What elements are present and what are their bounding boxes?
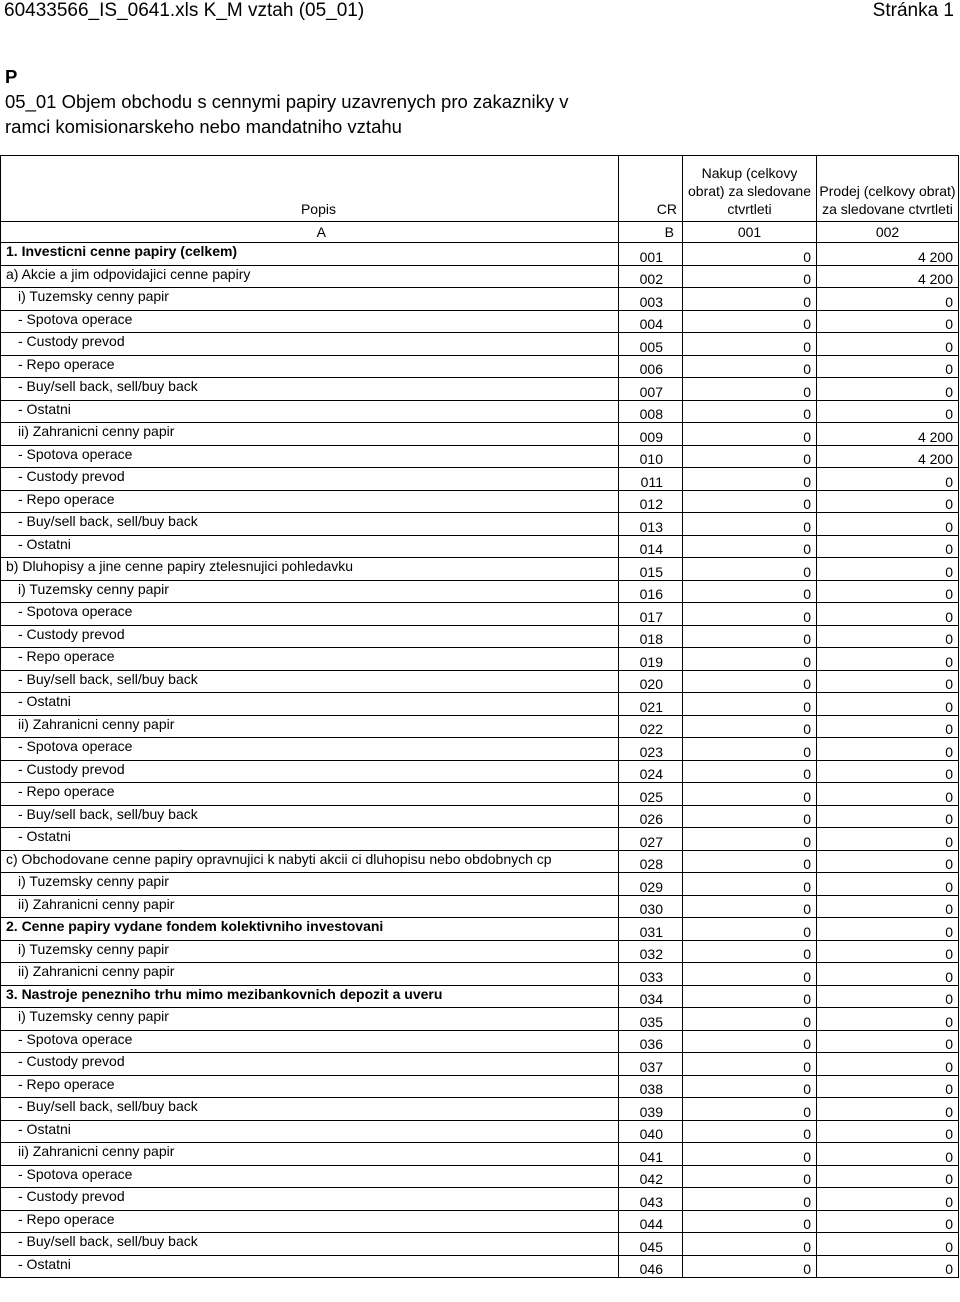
- row-prodej: 0: [817, 873, 959, 896]
- row-code: 002: [619, 265, 683, 288]
- row-code: 039: [619, 1098, 683, 1121]
- header-row: [1, 156, 959, 222]
- file-title: 60433566_IS_0641.xls K_M vztah (05_01): [4, 0, 365, 21]
- row-prodej: 0: [817, 985, 959, 1008]
- table-row: [1, 873, 959, 896]
- row-code: 010: [619, 445, 683, 468]
- row-code: 035: [619, 1008, 683, 1031]
- table-row: [1, 1143, 959, 1166]
- row-prodej: 4 200: [817, 445, 959, 468]
- row-code: 028: [619, 850, 683, 873]
- table-row: [1, 400, 959, 423]
- row-code: 006: [619, 355, 683, 378]
- row-nakup: 0: [683, 963, 817, 986]
- row-prodej: 0: [817, 895, 959, 918]
- page-number: Stránka 1: [872, 0, 954, 21]
- row-description: - Custody prevod: [1, 1188, 619, 1211]
- table-row: [1, 805, 959, 828]
- row-description: - Custody prevod: [1, 760, 619, 783]
- code-a: A: [1, 222, 619, 243]
- table-row: [1, 513, 959, 536]
- table-row: [1, 963, 959, 986]
- row-prodej: 0: [817, 648, 959, 671]
- row-description: - Repo operace: [1, 355, 619, 378]
- row-prodej: 0: [817, 738, 959, 761]
- row-code: 022: [619, 715, 683, 738]
- row-prodej: 0: [817, 288, 959, 311]
- table-row: [1, 648, 959, 671]
- row-code: 034: [619, 985, 683, 1008]
- table-row: [1, 310, 959, 333]
- row-nakup: 0: [683, 783, 817, 806]
- row-prodej: 0: [817, 1143, 959, 1166]
- row-code: 026: [619, 805, 683, 828]
- row-code: 008: [619, 400, 683, 423]
- code-row: [1, 222, 959, 243]
- row-code: 017: [619, 603, 683, 626]
- row-code: 003: [619, 288, 683, 311]
- row-prodej: 0: [817, 1120, 959, 1143]
- row-prodej: 0: [817, 670, 959, 693]
- report-title-line-2: ramci komisionarskeho nebo mandatniho vztahu: [5, 116, 402, 137]
- table-row: [1, 760, 959, 783]
- row-nakup: 0: [683, 1053, 817, 1076]
- row-description: ii) Zahranicni cenny papir: [1, 715, 619, 738]
- table-row: [1, 1075, 959, 1098]
- table-row: [1, 1210, 959, 1233]
- row-prodej: 0: [817, 558, 959, 581]
- row-nakup: 0: [683, 400, 817, 423]
- row-code: 040: [619, 1120, 683, 1143]
- row-code: 001: [619, 243, 683, 266]
- row-prodej: 0: [817, 715, 959, 738]
- row-prodej: 0: [817, 1188, 959, 1211]
- report-title-line-1: 05_01 Objem obchodu s cennymi papiry uzavrenych pro zakazniky v: [5, 91, 569, 112]
- row-code: 037: [619, 1053, 683, 1076]
- row-description: c) Obchodovane cenne papiry opravnujici k nabyti akcii ci dluhopisu nebo obdobnych cp: [1, 850, 619, 873]
- row-nakup: 0: [683, 670, 817, 693]
- row-code: 015: [619, 558, 683, 581]
- row-description: 1. Investicni cenne papiry (celkem): [1, 243, 619, 266]
- row-nakup: 0: [683, 738, 817, 761]
- row-nakup: 0: [683, 918, 817, 941]
- row-description: - Repo operace: [1, 1075, 619, 1098]
- row-nakup: 0: [683, 580, 817, 603]
- row-nakup: 0: [683, 693, 817, 716]
- row-description: - Repo operace: [1, 490, 619, 513]
- row-code: 045: [619, 1233, 683, 1256]
- table-row: [1, 423, 959, 446]
- table-row: [1, 1120, 959, 1143]
- row-prodej: 0: [817, 1008, 959, 1031]
- table-row: [1, 333, 959, 356]
- table-row: [1, 535, 959, 558]
- row-code: 018: [619, 625, 683, 648]
- table-row: [1, 1053, 959, 1076]
- column-header-cr: CR: [619, 156, 683, 222]
- row-prodej: 0: [817, 468, 959, 491]
- row-nakup: 0: [683, 1075, 817, 1098]
- row-description: - Buy/sell back, sell/buy back: [1, 805, 619, 828]
- row-description: - Custody prevod: [1, 468, 619, 491]
- table-row: [1, 738, 959, 761]
- row-code: 014: [619, 535, 683, 558]
- row-nakup: 0: [683, 760, 817, 783]
- row-prodej: 0: [817, 963, 959, 986]
- row-nakup: 0: [683, 873, 817, 896]
- row-prodej: 0: [817, 490, 959, 513]
- table-row: [1, 850, 959, 873]
- row-prodej: 0: [817, 805, 959, 828]
- row-prodej: 4 200: [817, 423, 959, 446]
- table-row: [1, 468, 959, 491]
- row-prodej: 0: [817, 918, 959, 941]
- row-description: - Buy/sell back, sell/buy back: [1, 670, 619, 693]
- row-description: - Spotova operace: [1, 310, 619, 333]
- row-code: 005: [619, 333, 683, 356]
- row-nakup: 0: [683, 243, 817, 266]
- row-description: - Ostatni: [1, 400, 619, 423]
- row-prodej: 0: [817, 333, 959, 356]
- row-nakup: 0: [683, 513, 817, 536]
- row-nakup: 0: [683, 1098, 817, 1121]
- row-prodej: 0: [817, 760, 959, 783]
- row-nakup: 0: [683, 1120, 817, 1143]
- row-description: - Spotova operace: [1, 1030, 619, 1053]
- code-002: 002: [817, 222, 959, 243]
- row-description: ii) Zahranicni cenny papir: [1, 1143, 619, 1166]
- row-nakup: 0: [683, 558, 817, 581]
- row-code: 016: [619, 580, 683, 603]
- row-nakup: 0: [683, 1210, 817, 1233]
- table-row: [1, 1255, 959, 1278]
- table-row: [1, 1098, 959, 1121]
- row-description: - Custody prevod: [1, 333, 619, 356]
- table-row: [1, 625, 959, 648]
- table-row: [1, 580, 959, 603]
- table-row: [1, 378, 959, 401]
- table-row: [1, 1165, 959, 1188]
- row-description: - Ostatni: [1, 535, 619, 558]
- table-row: [1, 288, 959, 311]
- row-code: 043: [619, 1188, 683, 1211]
- row-nakup: 0: [683, 1143, 817, 1166]
- row-prodej: 0: [817, 625, 959, 648]
- table-row: [1, 693, 959, 716]
- row-prodej: 0: [817, 828, 959, 851]
- table-row: [1, 1233, 959, 1256]
- row-code: 012: [619, 490, 683, 513]
- row-description: i) Tuzemsky cenny papir: [1, 940, 619, 963]
- row-description: i) Tuzemsky cenny papir: [1, 873, 619, 896]
- row-code: 009: [619, 423, 683, 446]
- row-prodej: 0: [817, 1030, 959, 1053]
- row-nakup: 0: [683, 535, 817, 558]
- row-description: - Buy/sell back, sell/buy back: [1, 378, 619, 401]
- row-nakup: 0: [683, 1255, 817, 1278]
- table-row: [1, 558, 959, 581]
- row-nakup: 0: [683, 850, 817, 873]
- column-header-nakup: Nakup (celkovy obrat) za sledovane ctvrtleti: [683, 156, 817, 222]
- report-letter: P: [5, 66, 18, 87]
- table-row: [1, 1188, 959, 1211]
- row-prodej: 0: [817, 1210, 959, 1233]
- table-row: [1, 265, 959, 288]
- row-prodej: 0: [817, 693, 959, 716]
- row-description: - Ostatni: [1, 828, 619, 851]
- row-description: - Spotova operace: [1, 603, 619, 626]
- row-nakup: 0: [683, 1030, 817, 1053]
- table-row: [1, 1008, 959, 1031]
- row-prodej: 0: [817, 513, 959, 536]
- row-prodej: 0: [817, 850, 959, 873]
- row-code: 013: [619, 513, 683, 536]
- column-header-prodej: Prodej (celkovy obrat) za sledovane ctvrtleti: [817, 156, 959, 222]
- row-nakup: 0: [683, 648, 817, 671]
- row-code: 020: [619, 670, 683, 693]
- row-code: 032: [619, 940, 683, 963]
- column-header-popis: Popis: [1, 156, 619, 222]
- table-row: [1, 828, 959, 851]
- row-description: - Buy/sell back, sell/buy back: [1, 513, 619, 536]
- code-b: B: [619, 222, 683, 243]
- row-nakup: 0: [683, 333, 817, 356]
- row-code: 042: [619, 1165, 683, 1188]
- row-description: ii) Zahranicni cenny papir: [1, 895, 619, 918]
- row-prodej: 4 200: [817, 243, 959, 266]
- row-description: 3. Nastroje penezniho trhu mimo mezibankovnich depozit a uveru: [1, 985, 619, 1008]
- table-row: [1, 715, 959, 738]
- row-prodej: 0: [817, 783, 959, 806]
- row-code: 033: [619, 963, 683, 986]
- row-nakup: 0: [683, 715, 817, 738]
- row-prodej: 0: [817, 400, 959, 423]
- row-description: - Ostatni: [1, 1120, 619, 1143]
- row-description: - Repo operace: [1, 648, 619, 671]
- row-nakup: 0: [683, 603, 817, 626]
- row-code: 027: [619, 828, 683, 851]
- row-description: - Ostatni: [1, 693, 619, 716]
- row-description: - Buy/sell back, sell/buy back: [1, 1233, 619, 1256]
- row-description: i) Tuzemsky cenny papir: [1, 288, 619, 311]
- table-row: [1, 918, 959, 941]
- row-code: 046: [619, 1255, 683, 1278]
- table-row: [1, 985, 959, 1008]
- row-code: 041: [619, 1143, 683, 1166]
- row-code: 021: [619, 693, 683, 716]
- row-description: - Spotova operace: [1, 445, 619, 468]
- row-description: - Spotova operace: [1, 738, 619, 761]
- row-nakup: 0: [683, 1188, 817, 1211]
- row-description: ii) Zahranicni cenny papir: [1, 423, 619, 446]
- row-code: 023: [619, 738, 683, 761]
- table-row: [1, 940, 959, 963]
- row-prodej: 0: [817, 535, 959, 558]
- row-description: i) Tuzemsky cenny papir: [1, 580, 619, 603]
- row-nakup: 0: [683, 1233, 817, 1256]
- table-row: [1, 1030, 959, 1053]
- row-description: - Buy/sell back, sell/buy back: [1, 1098, 619, 1121]
- table-row: [1, 895, 959, 918]
- row-nakup: 0: [683, 895, 817, 918]
- table-row: [1, 445, 959, 468]
- row-prodej: 0: [817, 310, 959, 333]
- row-description: - Custody prevod: [1, 1053, 619, 1076]
- table-row: [1, 243, 959, 266]
- row-nakup: 0: [683, 940, 817, 963]
- row-nakup: 0: [683, 355, 817, 378]
- row-nakup: 0: [683, 468, 817, 491]
- table-row: [1, 490, 959, 513]
- row-description: - Spotova operace: [1, 1165, 619, 1188]
- row-description: ii) Zahranicni cenny papir: [1, 963, 619, 986]
- row-code: 036: [619, 1030, 683, 1053]
- table-row: [1, 783, 959, 806]
- row-prodej: 0: [817, 1165, 959, 1188]
- row-description: i) Tuzemsky cenny papir: [1, 1008, 619, 1031]
- row-code: 019: [619, 648, 683, 671]
- row-description: - Custody prevod: [1, 625, 619, 648]
- row-prodej: 0: [817, 580, 959, 603]
- report-table: [0, 155, 959, 1278]
- table-row: [1, 603, 959, 626]
- row-nakup: 0: [683, 828, 817, 851]
- row-nakup: 0: [683, 288, 817, 311]
- row-nakup: 0: [683, 445, 817, 468]
- row-nakup: 0: [683, 1008, 817, 1031]
- row-nakup: 0: [683, 985, 817, 1008]
- report-title: [5, 64, 569, 139]
- row-prodej: 0: [817, 1255, 959, 1278]
- row-prodej: 0: [817, 1098, 959, 1121]
- row-code: 038: [619, 1075, 683, 1098]
- row-code: 044: [619, 1210, 683, 1233]
- row-prodej: 0: [817, 1053, 959, 1076]
- row-prodej: 0: [817, 940, 959, 963]
- row-code: 025: [619, 783, 683, 806]
- row-nakup: 0: [683, 805, 817, 828]
- table-row: [1, 670, 959, 693]
- row-code: 029: [619, 873, 683, 896]
- row-nakup: 0: [683, 625, 817, 648]
- row-code: 024: [619, 760, 683, 783]
- row-description: - Ostatni: [1, 1255, 619, 1278]
- row-description: 2. Cenne papiry vydane fondem kolektivniho investovani: [1, 918, 619, 941]
- row-description: b) Dluhopisy a jine cenne papiry ztelesnujici pohledavku: [1, 558, 619, 581]
- row-nakup: 0: [683, 423, 817, 446]
- row-code: 030: [619, 895, 683, 918]
- row-prodej: 0: [817, 1075, 959, 1098]
- row-description: - Repo operace: [1, 783, 619, 806]
- code-001: 001: [683, 222, 817, 243]
- row-prodej: 0: [817, 378, 959, 401]
- row-nakup: 0: [683, 1165, 817, 1188]
- row-code: 004: [619, 310, 683, 333]
- row-code: 011: [619, 468, 683, 491]
- row-nakup: 0: [683, 378, 817, 401]
- row-description: - Repo operace: [1, 1210, 619, 1233]
- row-prodej: 0: [817, 1233, 959, 1256]
- row-prodej: 4 200: [817, 265, 959, 288]
- row-prodej: 0: [817, 355, 959, 378]
- row-code: 007: [619, 378, 683, 401]
- row-nakup: 0: [683, 265, 817, 288]
- row-description: a) Akcie a jim odpovidajici cenne papiry: [1, 265, 619, 288]
- row-prodej: 0: [817, 603, 959, 626]
- row-nakup: 0: [683, 310, 817, 333]
- table-row: [1, 355, 959, 378]
- row-nakup: 0: [683, 490, 817, 513]
- row-code: 031: [619, 918, 683, 941]
